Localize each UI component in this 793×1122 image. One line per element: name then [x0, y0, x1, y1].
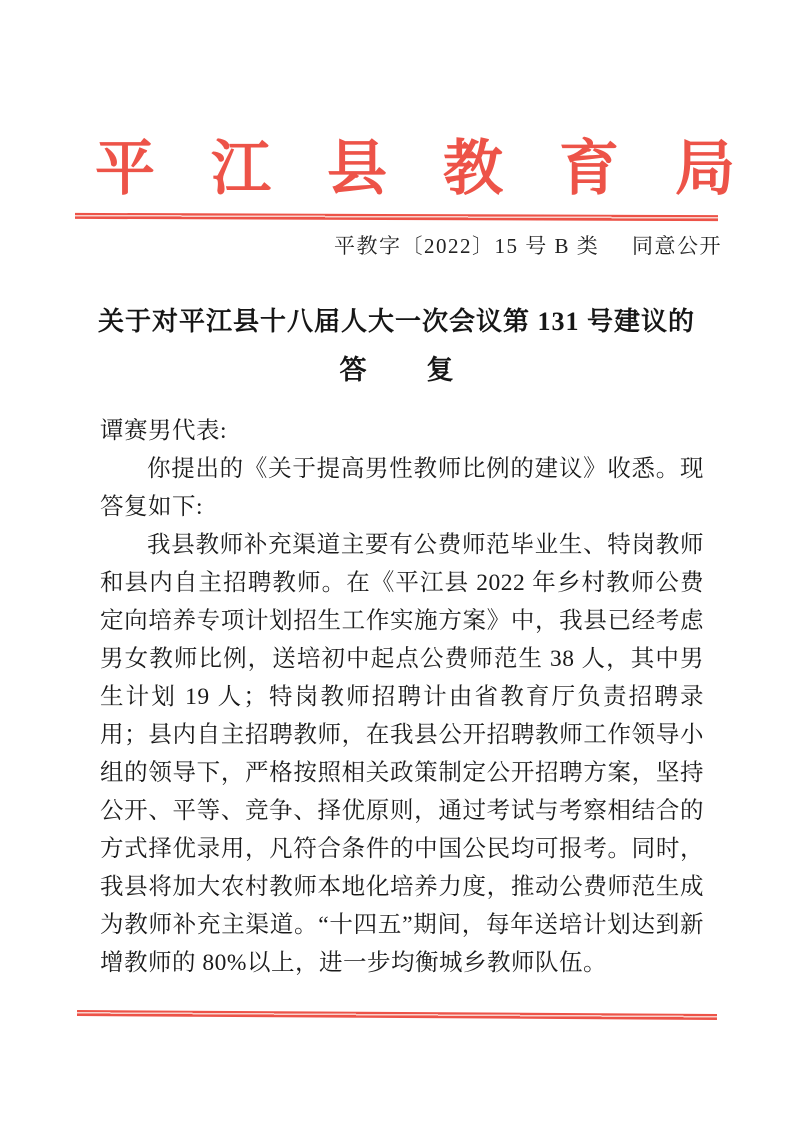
- salutation: 谭赛男代表:: [100, 418, 228, 444]
- agency-char: 平: [95, 136, 155, 202]
- body-paragraph: 你提出的《关于提高男性教师比例的建议》收悉。现答复如下:: [100, 456, 704, 520]
- reply-char: 答: [339, 355, 367, 385]
- publicity-marker: 同意公开: [632, 234, 722, 258]
- letterhead-divider-rule: [75, 213, 718, 221]
- document-number-line: [0, 230, 722, 262]
- document-title-line1: 关于对平江县十八届人大一次会议第 131 号建议的: [97, 307, 695, 336]
- agency-char: 教: [443, 136, 503, 202]
- agency-char: 县: [327, 136, 387, 202]
- agency-char: 育: [559, 136, 619, 202]
- document-body: [100, 412, 704, 982]
- agency-char: 江: [211, 136, 271, 202]
- document-number: 平教字〔2022〕15 号 B 类: [333, 234, 600, 258]
- body-paragraph: 我县教师补充渠道主要有公费师范毕业生、特岗教师和县内自主招聘教师。在《平江县 2022 年乡村教师公费定向培养专项计划招生工作实施方案》中，我县已经考虑男女教师比例，送培初中起点公费师范生 38 人，其中男生计划 19 人；特岗教师招聘计由省教育厅负责招聘录用；县内自主招聘教师，在我县公开招聘教师工作领导小组的领导下，严格按照相关政策制定公开招聘方案，坚持公开、平等、竞争、择优原则，通过考试与考察相结合的方式择优录用，凡符合条件的中国公民均可报考。同时，我县将加大农村教师本地化培养力度，推动公费师范生成为教师补充主渠道。“十四五”期间，每年送培计划达到新增教师的 80%以上，进一步均衡城乡教师队伍。: [100, 532, 704, 976]
- footer-divider-rule: [77, 1010, 717, 1020]
- document-title-line2: [0, 352, 793, 388]
- letterhead-agency-name: [95, 133, 735, 205]
- agency-char: 局: [675, 136, 735, 202]
- reply-char: 复: [426, 355, 454, 385]
